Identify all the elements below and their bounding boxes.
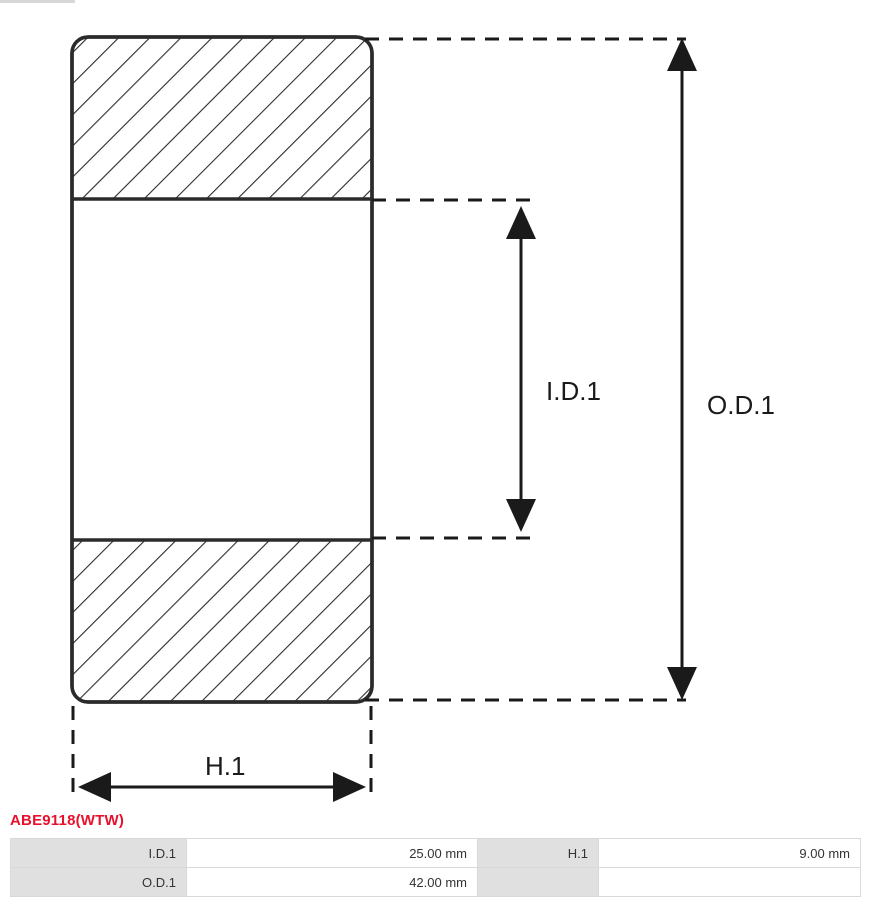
upper-race-hatch	[72, 37, 372, 199]
spec-label-id: I.D.1	[11, 839, 187, 868]
part-code: ABE9118(WTW)	[10, 812, 125, 829]
specification-table	[10, 838, 861, 897]
spec-label-empty	[478, 868, 599, 897]
table-row	[11, 839, 861, 868]
spec-value-od: 42.00 mm	[187, 868, 478, 897]
height-label: H.1	[205, 751, 246, 781]
bearing-body	[72, 37, 372, 702]
spec-value-h: 9.00 mm	[599, 839, 861, 868]
spec-value-id: 25.00 mm	[187, 839, 478, 868]
spec-value-empty	[599, 868, 861, 897]
table-row	[11, 868, 861, 897]
lower-race-hatch	[72, 540, 372, 702]
inner-diameter-label: I.D.1	[546, 376, 601, 406]
spec-label-h: H.1	[478, 839, 599, 868]
spec-label-od: O.D.1	[11, 868, 187, 897]
outer-diameter-label: O.D.1	[707, 390, 775, 420]
